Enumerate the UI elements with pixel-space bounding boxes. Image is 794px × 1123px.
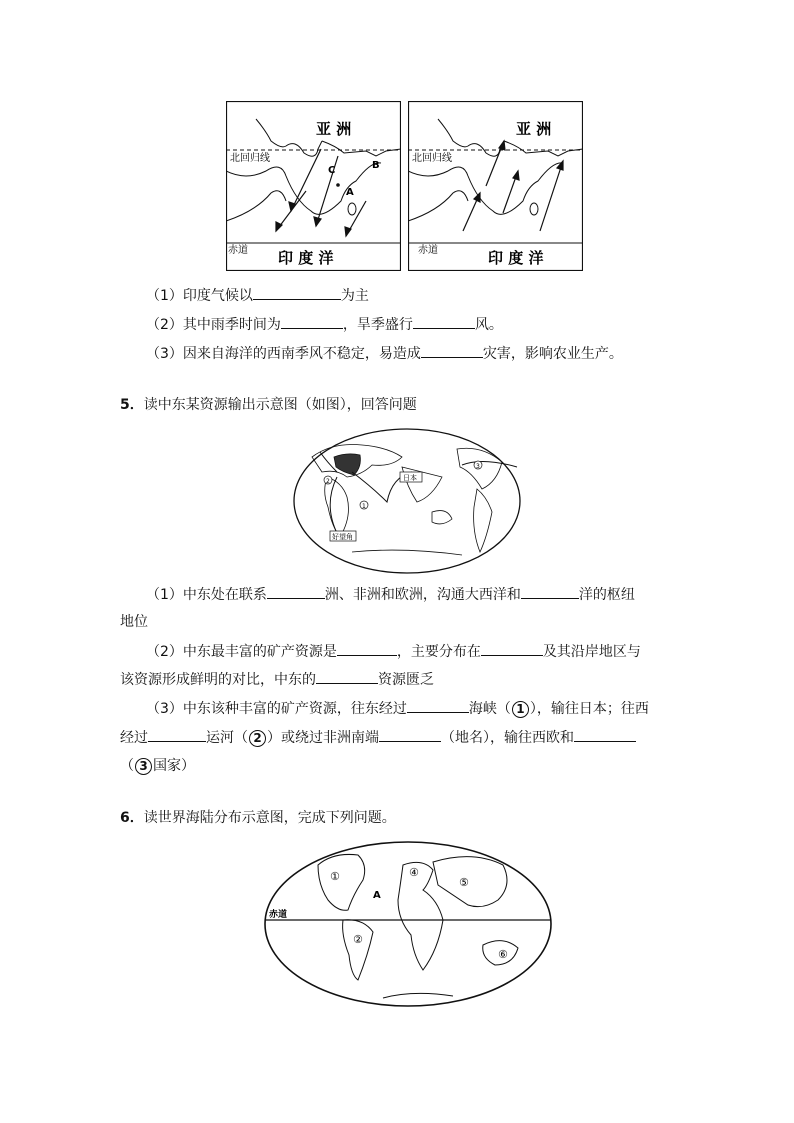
q4-sub3: （3）因来自海洋的西南季风不稳定，易造成 灾害，影响农业生产。	[146, 343, 623, 364]
q5-sub2: （2）中东最丰富的矿产资源是 ，主要分布在 及其沿岸地区与	[146, 641, 641, 662]
marker-5: ⑤	[459, 876, 469, 889]
map-marker-2: 2	[326, 478, 330, 485]
q5-blank-region[interactable]	[481, 641, 543, 656]
circled-number-1: 1	[512, 701, 529, 718]
q4-blank-climate[interactable]	[253, 285, 341, 300]
q4-sub1: （1）印度气候以 为主	[146, 285, 369, 306]
q6-heading: 6．读世界海陆分布示意图，完成下列问题。	[120, 810, 396, 826]
map1-tropic-label: 北回归线	[230, 153, 270, 164]
q5-blank-mineral[interactable]	[337, 641, 397, 656]
q5-blank-continent[interactable]	[267, 584, 325, 599]
route-japan-label: 日本	[403, 474, 417, 482]
map2-tropic-label: 北回归线	[412, 153, 452, 164]
map1-point-b: B	[372, 160, 380, 171]
middle-east-resource-map	[292, 427, 522, 575]
q4-blank-disaster[interactable]	[421, 343, 483, 358]
equator-label: 赤道	[269, 910, 288, 920]
map2-asia-label: 亚 洲	[516, 120, 552, 138]
q4-blank-rainy-season[interactable]	[281, 314, 343, 329]
q4-blank-dry-wind[interactable]	[413, 314, 475, 329]
map-marker-3: 3	[476, 463, 480, 470]
map1-ocean-label: 印 度 洋	[278, 249, 334, 267]
marker-6: ⑥	[498, 948, 508, 961]
map1-asia-label: 亚 洲	[316, 120, 352, 138]
circled-number-2: 2	[249, 730, 266, 747]
world-land-sea-map	[263, 840, 553, 1008]
cape-of-good-hope-label: 好望角	[332, 533, 353, 541]
q5-sub3-cont: 经过 运河（ 2 ）或绕过非洲南端 （地名），输往西欧和	[120, 727, 636, 748]
q5-blank-cape[interactable]	[379, 727, 441, 742]
q4-sub2: （2）其中雨季时间为 ，旱季盛行 风。	[146, 314, 503, 335]
q5-sub3-cont2: （ 3 国家）	[120, 758, 195, 774]
marker-1: ①	[330, 870, 340, 883]
monsoon-map-winter	[408, 101, 583, 271]
q5-sub3: （3）中东该种丰富的矿产资源，往东经过 海峡（ 1 ），输往日本；往西	[146, 698, 649, 719]
map1-point-c: C	[328, 165, 336, 176]
map1-point-a: A	[346, 187, 354, 198]
q5-heading: 5．读中东某资源输出示意图（如图），回答问题	[120, 397, 417, 413]
q5-blank-country[interactable]	[574, 727, 636, 742]
q5-blank-canal[interactable]	[148, 727, 206, 742]
monsoon-map-summer	[226, 101, 401, 271]
q5-sub2-cont: 该资源形成鲜明的对比，中东的 资源匮乏	[120, 669, 434, 690]
circled-number-3: 3	[135, 758, 152, 775]
q5-sub1-cont: 地位	[120, 614, 148, 630]
q5-blank-strait[interactable]	[407, 698, 469, 713]
map-marker-1: 1	[362, 503, 366, 510]
q5-blank-ocean[interactable]	[521, 584, 579, 599]
map1-equator-label: 赤道	[228, 245, 248, 256]
map2-equator-label: 赤道	[418, 245, 438, 256]
ocean-a-label: A	[373, 890, 381, 901]
map2-ocean-label: 印 度 洋	[488, 249, 544, 267]
marker-2: ②	[353, 933, 363, 946]
q5-sub1: （1）中东处在联系 洲、非洲和欧洲，沟通大西洋和 洋的枢纽	[146, 584, 635, 605]
marker-4: ④	[409, 866, 419, 879]
q5-blank-scarce-resource[interactable]	[316, 669, 378, 684]
